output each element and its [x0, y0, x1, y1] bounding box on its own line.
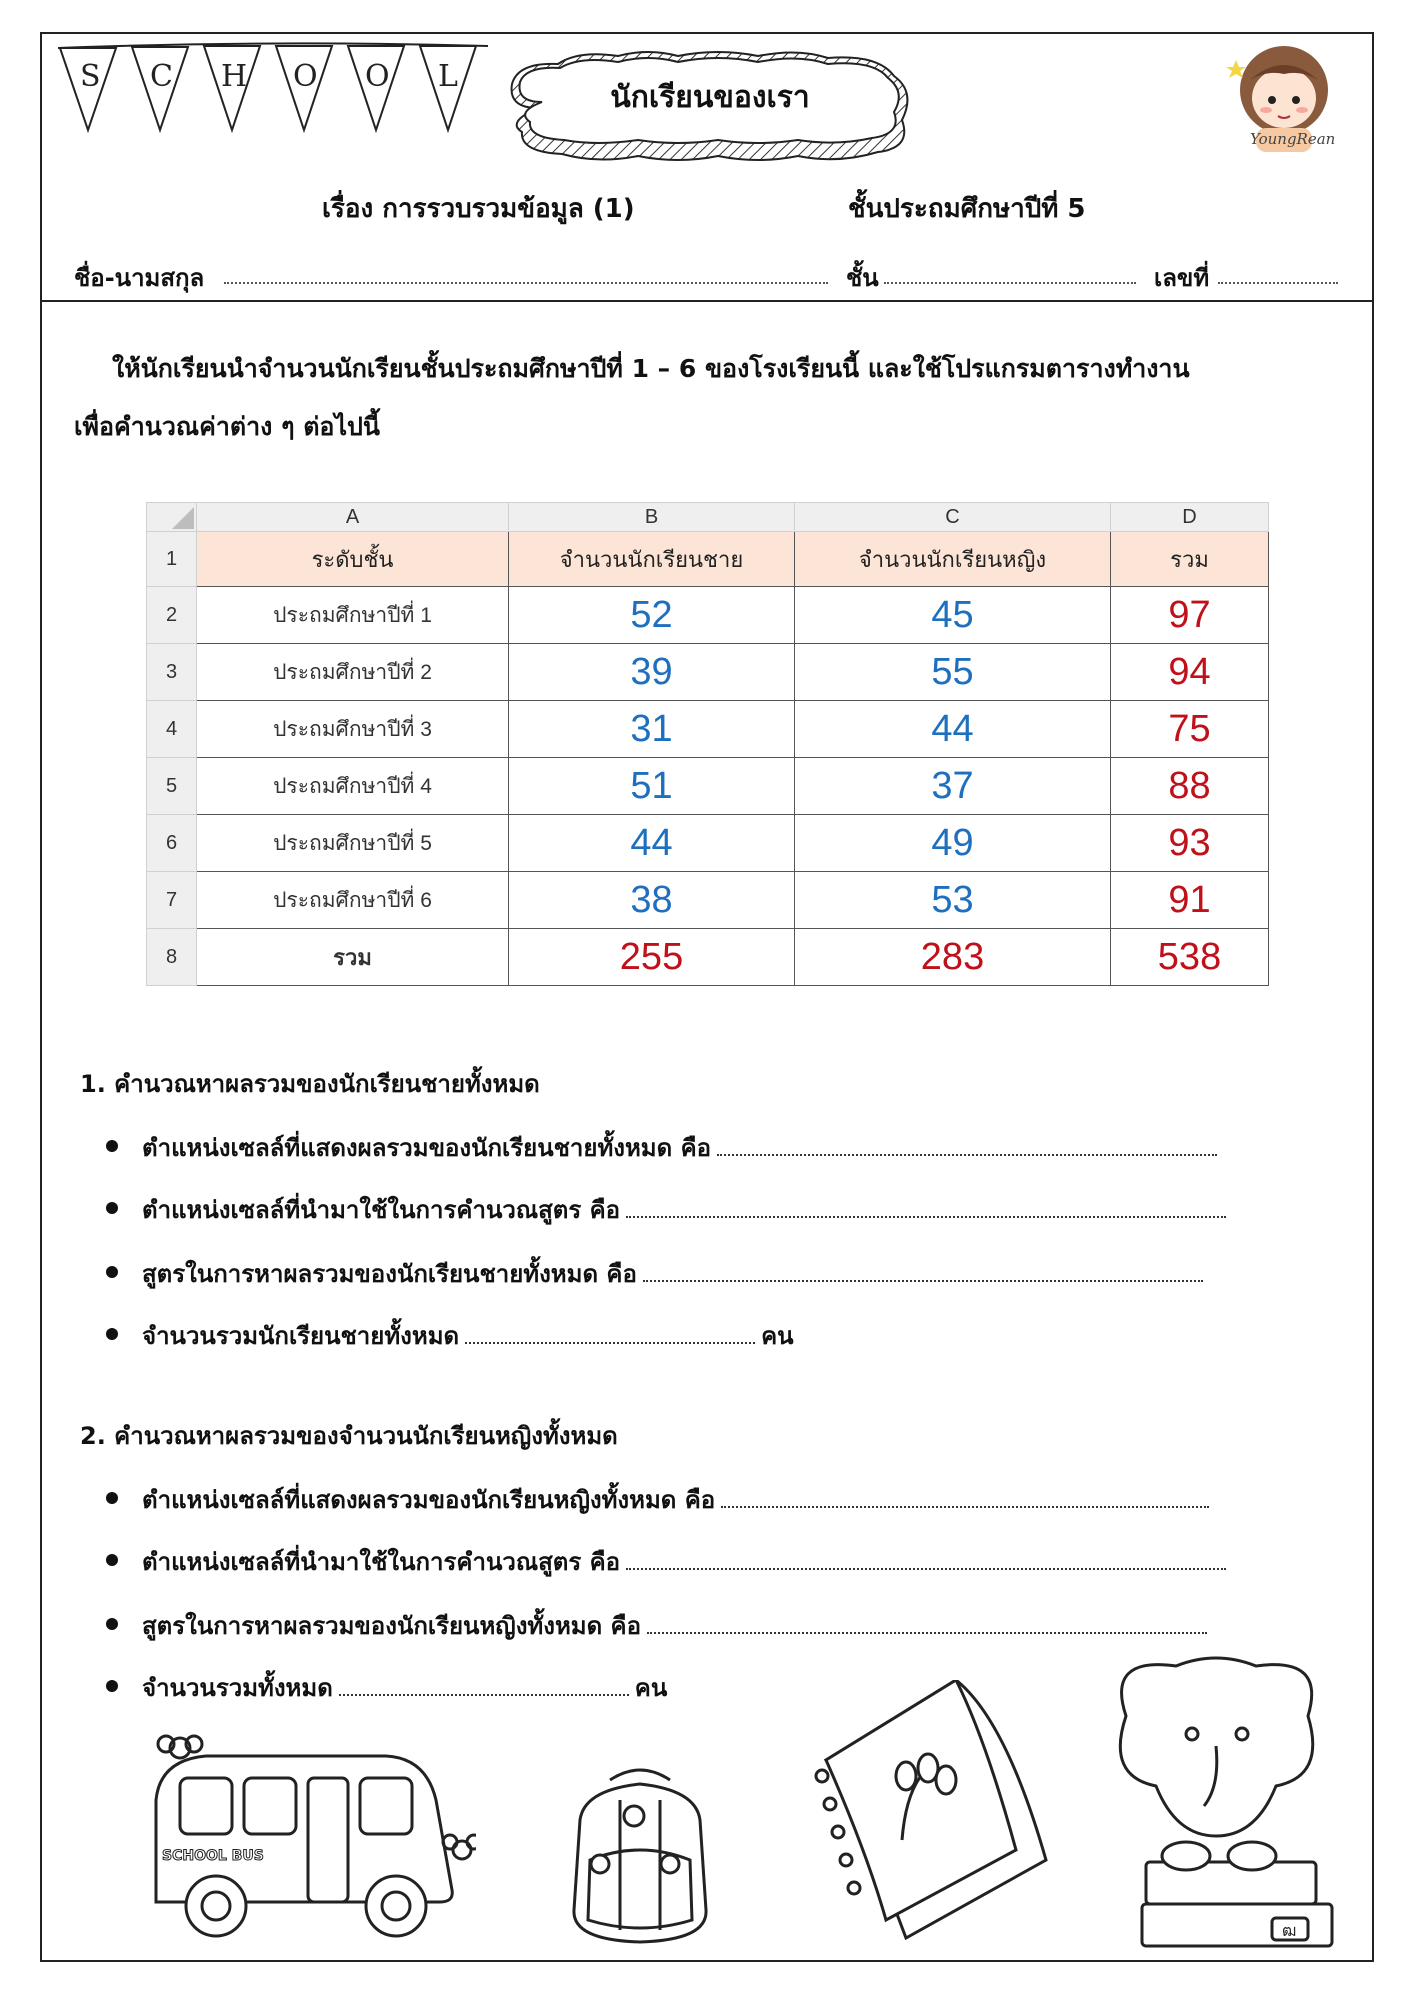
table-row [147, 872, 1269, 929]
total-label-cell[interactable]: รวม [197, 929, 509, 986]
header-divider [40, 300, 1374, 302]
answer-blank[interactable] [647, 1612, 1207, 1634]
elephant-on-books-illustration [1086, 1656, 1346, 1956]
bunting-letter: O [365, 59, 390, 94]
bullet-icon [106, 1618, 118, 1630]
question-2-item [106, 1606, 1213, 1645]
item-text: สูตรในการหาผลรวมของนักเรียนชายทั้งหมด คือ [142, 1260, 637, 1288]
bullet-icon [106, 1266, 118, 1278]
girls-cell[interactable]: 37 [795, 758, 1111, 815]
item-text: ตำแหน่งเซลล์ที่นำมาใช้ในการคำนวณสูตร คือ [142, 1548, 621, 1576]
class-label: ชั้น [846, 264, 879, 292]
sheet-corner[interactable] [147, 503, 197, 532]
header-cell-level[interactable]: ระดับชั้น [197, 532, 509, 587]
level-cell[interactable]: ประถมศึกษาปีที่ 2 [197, 644, 509, 701]
boys-cell[interactable]: 52 [509, 587, 795, 644]
boys-cell[interactable]: 44 [509, 815, 795, 872]
school-bunting [58, 40, 488, 140]
bunting-letter: O [293, 59, 318, 94]
bullet-icon [106, 1554, 118, 1566]
number-field[interactable] [1218, 282, 1338, 284]
level-cell[interactable]: ประถมศึกษาปีที่ 5 [197, 815, 509, 872]
bullet-icon [106, 1680, 118, 1692]
bullet-icon [106, 1492, 118, 1504]
bunting-letter: L [438, 59, 458, 94]
name-label: ชื่อ-นามสกุล [74, 264, 205, 292]
level-cell[interactable]: ประถมศึกษาปีที่ 4 [197, 758, 509, 815]
row-header[interactable]: 5 [147, 758, 197, 815]
grade-level: ชั้นประถมศึกษาปีที่ 5 [848, 194, 1086, 224]
backpack-illustration [560, 1760, 720, 1950]
boys-total-cell[interactable]: 255 [509, 929, 795, 986]
level-cell[interactable]: ประถมศึกษาปีที่ 1 [197, 587, 509, 644]
header-cell-girls[interactable]: จำนวนนักเรียนหญิง [795, 532, 1111, 587]
number-label: เลขที่ [1154, 264, 1210, 292]
answer-blank[interactable] [339, 1674, 629, 1696]
row-header[interactable]: 7 [147, 872, 197, 929]
total-cell[interactable]: 97 [1111, 587, 1269, 644]
table-row [147, 587, 1269, 644]
question-1-item [106, 1128, 1223, 1167]
bunting-letter: H [221, 59, 248, 94]
level-cell[interactable]: ประถมศึกษาปีที่ 3 [197, 701, 509, 758]
grand-total-cell[interactable]: 538 [1111, 929, 1269, 986]
instruction-line-2: เพื่อคำนวณค่าต่าง ๆ ต่อไปนี้ [74, 412, 380, 441]
row-header[interactable]: 6 [147, 815, 197, 872]
bunting-letter: S [80, 59, 101, 94]
row-header[interactable]: 2 [147, 587, 197, 644]
bullet-icon [106, 1140, 118, 1152]
answer-blank[interactable] [643, 1260, 1203, 1282]
boys-cell[interactable]: 38 [509, 872, 795, 929]
brand-signature: YoungRean [1250, 130, 1336, 148]
total-cell[interactable]: 93 [1111, 815, 1269, 872]
row-header[interactable]: 3 [147, 644, 197, 701]
girls-cell[interactable]: 55 [795, 644, 1111, 701]
question-1-item [106, 1190, 1232, 1229]
notebook-illustration [806, 1680, 1056, 1940]
instruction-line-1: ให้นักเรียนนำจำนวนนักเรียนชั้นประถมศึกษาปีที่ 1 – 6 ของโรงเรียนนี้ และใช้โปรแกรมตารางทำงาน [112, 354, 1190, 383]
boys-cell[interactable]: 31 [509, 701, 795, 758]
answer-blank[interactable] [717, 1134, 1217, 1156]
question-1-item [106, 1254, 1209, 1293]
answer-blank[interactable] [626, 1196, 1226, 1218]
question-1-title: 1. คำนวณหาผลรวมของนักเรียนชายทั้งหมด [80, 1070, 540, 1098]
item-text: ตำแหน่งเซลล์ที่แสดงผลรวมของนักเรียนหญิงทั้งหมด คือ [142, 1486, 716, 1514]
total-cell[interactable]: 88 [1111, 758, 1269, 815]
column-header-b[interactable]: B [509, 503, 795, 532]
boys-cell[interactable]: 39 [509, 644, 795, 701]
answer-blank[interactable] [465, 1322, 755, 1344]
school-bus-illustration [136, 1730, 476, 1950]
topic-title: เรื่อง การรวบรวมข้อมูล (1) [322, 194, 635, 224]
row-header[interactable]: 8 [147, 929, 197, 986]
question-2-item [106, 1668, 667, 1707]
column-header-c[interactable]: C [795, 503, 1111, 532]
worksheet-title: นักเรียนของเรา [610, 80, 810, 115]
item-text: จำนวนรวมนักเรียนชายทั้งหมด [142, 1322, 460, 1350]
row-header[interactable]: 1 [147, 532, 197, 587]
total-row [147, 929, 1269, 986]
unit-text: คน [761, 1322, 794, 1350]
book-tag: ฒ [1282, 1921, 1297, 1940]
question-2-item [106, 1480, 1215, 1519]
boys-cell[interactable]: 51 [509, 758, 795, 815]
girls-cell[interactable]: 53 [795, 872, 1111, 929]
table-row [147, 815, 1269, 872]
girls-cell[interactable]: 49 [795, 815, 1111, 872]
bus-label: SCHOOL BUS [162, 1848, 264, 1864]
instructions [74, 340, 1364, 456]
bullet-icon [106, 1328, 118, 1340]
question-1-item [106, 1316, 794, 1355]
item-text: จำนวนรวมทั้งหมด [142, 1674, 333, 1702]
header-cell-boys[interactable]: จำนวนนักเรียนชาย [509, 532, 795, 587]
answer-blank[interactable] [626, 1548, 1226, 1570]
girls-cell[interactable]: 44 [795, 701, 1111, 758]
name-field[interactable] [224, 282, 828, 284]
total-cell[interactable]: 91 [1111, 872, 1269, 929]
girls-total-cell[interactable]: 283 [795, 929, 1111, 986]
girls-cell[interactable]: 45 [795, 587, 1111, 644]
item-text: ตำแหน่งเซลล์ที่แสดงผลรวมของนักเรียนชายทั้งหมด คือ [142, 1134, 712, 1162]
class-field[interactable] [884, 282, 1136, 284]
header-cell-total[interactable]: รวม [1111, 532, 1269, 587]
select-all-icon [172, 507, 194, 529]
total-cell[interactable]: 94 [1111, 644, 1269, 701]
unit-text: คน [634, 1674, 668, 1702]
bunting-letter: C [150, 59, 173, 94]
row-header[interactable]: 4 [147, 701, 197, 758]
student-count-table [146, 502, 1269, 986]
bullet-icon [106, 1202, 118, 1214]
question-2-title: 2. คำนวณหาผลรวมของจำนวนนักเรียนหญิงทั้งหมด [80, 1422, 618, 1450]
spreadsheet [146, 502, 1268, 996]
item-text: สูตรในการหาผลรวมของนักเรียนหญิงทั้งหมด คือ [142, 1612, 642, 1640]
answer-blank[interactable] [721, 1486, 1209, 1508]
question-2-item [106, 1542, 1232, 1581]
column-header-a[interactable]: A [197, 503, 509, 532]
table-row [147, 701, 1269, 758]
total-cell[interactable]: 75 [1111, 701, 1269, 758]
table-row [147, 644, 1269, 701]
item-text: ตำแหน่งเซลล์ที่นำมาใช้ในการคำนวณสูตร คือ [142, 1196, 621, 1224]
column-header-d[interactable]: D [1111, 503, 1269, 532]
table-row [147, 758, 1269, 815]
level-cell[interactable]: ประถมศึกษาปีที่ 6 [197, 872, 509, 929]
